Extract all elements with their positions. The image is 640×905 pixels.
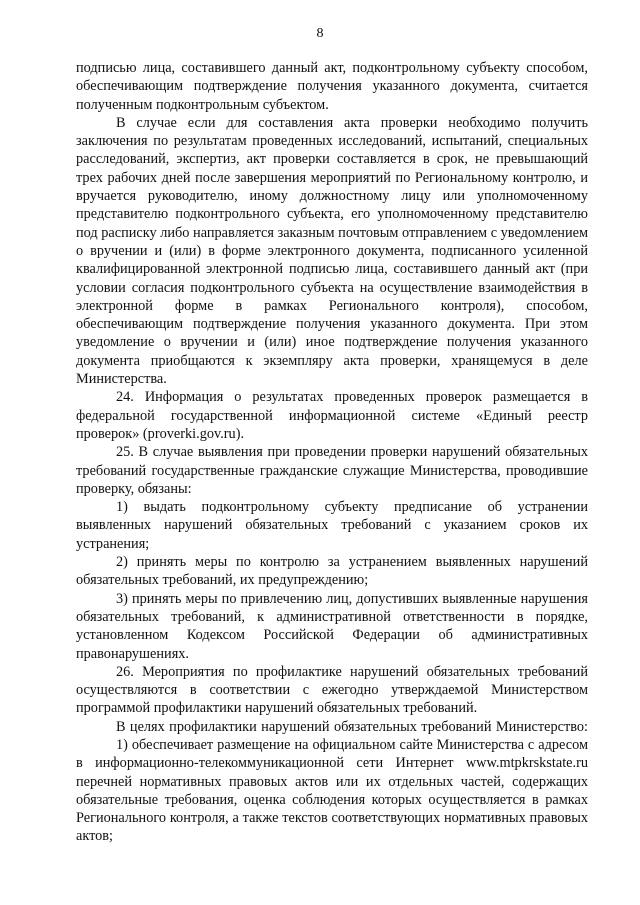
paragraph-item-25-sub-3: 3) принять меры по привлечению лиц, допустивших выявленные нарушения обязательных требований, к административной ответственности в порядке, установленном Кодексом Российской Федерации об административных правонарушениях. — [76, 590, 588, 662]
paragraph-item-24: 24. Информация о результатах проведенных проверок размещается в федеральной государственной информационной системе «Единый реестр проверок» (proverki.gov.ru). — [76, 389, 588, 442]
paragraph-item-25-sub-1: 1) выдать подконтрольному субъекту предписание об устранении выявленных нарушений обязательных требований с указанием сроков их устранения; — [76, 499, 588, 552]
paragraph-item-25: 25. В случае выявления при проведении проверки нарушений обязательных требований государственные гражданские служащие Министерства, проводившие проверку, обязаны: — [76, 444, 588, 497]
paragraph-item-26: 26. Мероприятия по профилактике нарушений обязательных требований осуществляются в соответствии с ежегодно утверждаемой Министерством программой профилактики нарушений обязательных требований. — [76, 663, 588, 717]
paragraph-item-25-sub-2: 2) принять меры по контролю за устранением выявленных нарушений обязательных требований, их предупреждению; — [76, 554, 588, 589]
page-number: 8 — [316, 26, 324, 41]
paragraph-prevention-sub-1: 1) обеспечивает размещение на официальном сайте Министерства с адресом в информационно-телекоммуникационной сети Интернет www.mtpkrskstate.ru перечней нормативных правовых актов или их отдельных частей, содержащих обязательные требования, оценка соблюдения которых осуществляется в рамках Регионального контроля, а также текстов соответствующих нормативных правовых актов; — [76, 736, 588, 845]
paragraph-prevention-intro: В целях профилактики нарушений обязательных требований Министерство: — [116, 718, 588, 735]
paragraph-act-examination-case: В случае если для составления акта проверки необходимо получить заключения по результатам проведенных исследований, испытаний, специальных расследований, экспертиз, акт проверки составляется в срок, не превышающий трех рабочих дней после завершения мероприятий по Региональному контролю, и вручается руководителю, иному должностному лицу или уполномоченному представителю подконтрольного субъекта, его уполномоченному представителю под расписку либо направляется заказным почтовым отправлением с уведомлением о вручении и (или) в форме электронного документа, подписанного усиленной квалифицированной электронной подписью лица, составившего данный акт (при условии согласия подконтрольного субъекта на осуществление взаимодействия в электронной форме в рамках Регионального контроля), способом, обеспечивающим подтверждение получения указанного документа. При этом уведомление о вручении и (или) иное подтверждение получения указанного документа приобщаются к экземпляру акта проверки, хранящемуся в деле Министерства. — [76, 114, 588, 388]
document-body — [76, 59, 588, 846]
paragraph-act-delivery-continuation: подписью лица, составившего данный акт, подконтрольному субъекту способом, обеспечивающим подтверждение получения указанного документа, считается полученным подконтрольным субъектом. — [76, 60, 588, 113]
